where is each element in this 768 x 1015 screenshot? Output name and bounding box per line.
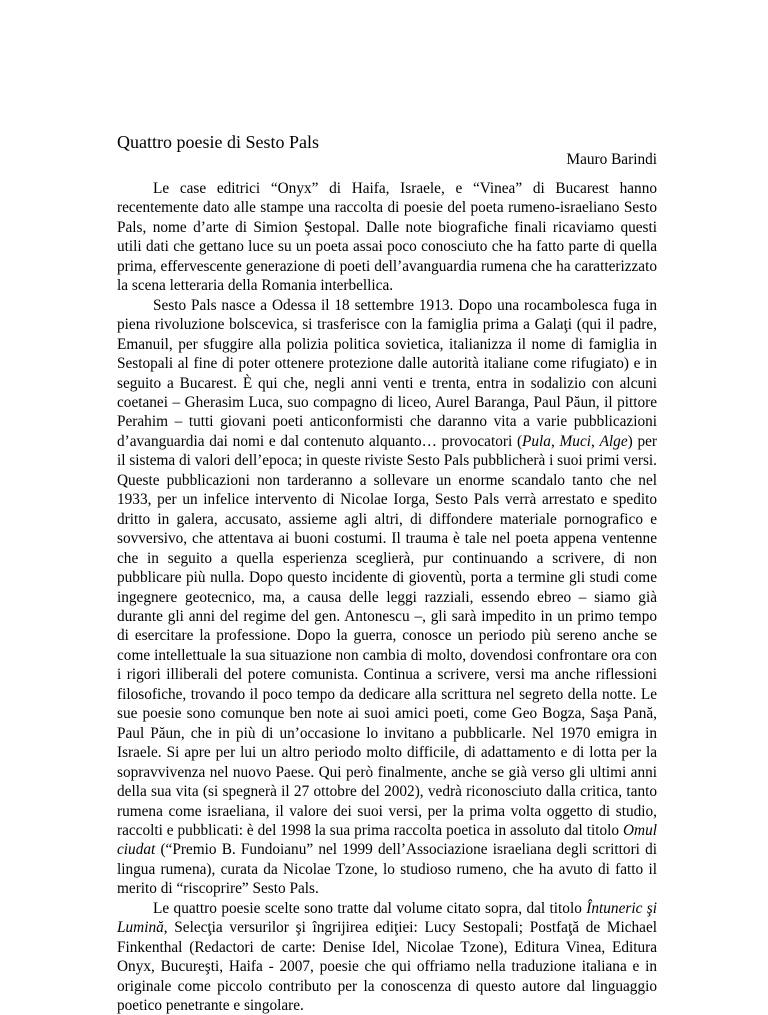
body-paragraph-3	[117, 899, 657, 1015]
body-paragraph-1	[117, 179, 657, 296]
article-body	[117, 179, 657, 1015]
journal-title-alge: Alge	[599, 432, 628, 450]
text-run: ,	[590, 432, 600, 450]
journal-title-pula: Pula	[522, 432, 551, 450]
text-run: (“Premio B. Fundoianu” nel 1999 dell’Associazione israeliana degli scrittori di lingua rumena), curata da Nicolae Tzone, lo studioso rumeno, che ha avuto di fatto il merito di “riscoprire” Sesto Pals.	[117, 841, 657, 898]
journal-title-muci: Muci	[559, 432, 591, 450]
book-title-omul-ciudat: Omul ciudat	[117, 821, 657, 859]
text-run: , Selecţia versurilor şi îngrijirea ediţiei: Lucy Sestopali; Postfaţă de Michael Finkenthal (Redactori de carte: Denise Idel, Nicolae Tzone), Editura Vinea, Editura Onyx, Bucureşti, Haifa - 2007, poesie che qui offriamo nella traduzione italiana e in originale come piccolo contributo per la conoscenza di questo autore dal linguaggio poetico penetrante e singolare.	[117, 919, 657, 1015]
text-run: Le quattro poesie scelte sono tratte dal volume citato sopra, dal titolo	[153, 899, 587, 917]
article-title: Quattro poesie di Sesto Pals	[117, 132, 319, 152]
book-title-intuneric-si-lumina: Întuneric şi Lumină	[117, 899, 657, 937]
text-run: ) per il sistema di valori dell’epoca; in queste riviste Sesto Pals pubblicherà i suoi primi versi. Queste pubblicazioni non tarderanno a sollevare un enorme scandalo tanto che nel 1933, per un infelice intervento di Nicolae Iorga, Sesto Pals verrà arrestato e spedito dritto in galera, accusato, assieme agli altri, di diffondere materiale pornografico e sovversivo, che attentava ai buoni costumi. Il trauma è tale nel poeta appena ventenne che in seguito a quella esperienza sceglierà, pur continuando a scrivere, di non pubblicare più nulla. Dopo questo incidente di gioventù, porta a termine gli studi come ingegnere geotecnico, ma, a causa delle leggi razziali, essendo ebreo – siamo già durante gli anni del regime del gen. Antonescu –, gli sarà impedito in un primo tempo di esercitare la professione. Dopo la guerra, conosce un periodo più sereno anche se come intellettuale la sua situazione non cambia di molto, dovendosi confrontare ora con i rigori illiberali del potere comunista. Continua a scrivere, versi ma anche riflessioni filosofiche, trovando il poco tempo da dedicare alla scrittura nel segreto della notte. Le sue poesie sono comunque ben note ai suoi amici poeti, come Geo Bogza, Saşa Pană, Paul Păun, che in più di un’occasione lo invitano a pubblicarle. Nel 1970 emigra in Israele. Si apre per lui un altro periodo molto difficile, di adattamento e di lotta per la sopravvivenza nel nuovo Paese. Qui però finalmente, anche se già verso gli ultimi anni della sua vita (si spegnerà il 27 ottobre del 2002), vedrà riconosciuto dalla critica, tanto rumena come israeliana, il valore dei suoi versi, per la prima volta oggetto di studio, raccolti e pubblicati: è del 1998 la sua prima raccolta poetica in assoluto dal titolo	[117, 432, 658, 839]
body-paragraph-2	[117, 296, 657, 899]
text-run: Le case editrici “Onyx” di Haifa, Israele, e “Vinea” di Bucarest hanno recentemente dato alle stampe una raccolta di poesie del poeta rumeno-israeliano Sesto Pals, nome d’arte di Simion Şestopal. Dalle note biografiche finali ricaviamo questi utili dati che gettano luce su un poeta assai poco conosciuto che ha fatto parte di quella prima, effervescente generazione di poeti dell’avanguardia rumena che ha caratterizzato la scena letteraria della Romania interbellica.	[117, 180, 657, 295]
text-run: ,	[550, 432, 560, 450]
article-author: Mauro Barindi	[566, 151, 657, 168]
text-run: Sesto Pals nasce a Odessa il 18 settembre 1913. Dopo una rocambolesca fuga in piena rivoluzione bolscevica, si trasferisce con la famiglia prima a Galaţi (qui il padre, Emanuil, per sfuggire alla polizia politica sovietica, italianizza il nome di famiglia in Sestopali al fine di poter ottenere protezione dalle autorità italiane come rifugiato) e in seguito a Bucarest. È qui che, negli anni venti e trenta, entra in sodalizio con alcuni coetanei – Gherasim Luca, suo compagno di liceo, Aurel Baranga, Paul Păun, il pittore Perahim – tutti giovani poeti anticonformisti che daranno vita a varie pubblicazioni d’avanguardia dai nomi e dal contenuto alquanto… provocatori (	[117, 296, 657, 450]
